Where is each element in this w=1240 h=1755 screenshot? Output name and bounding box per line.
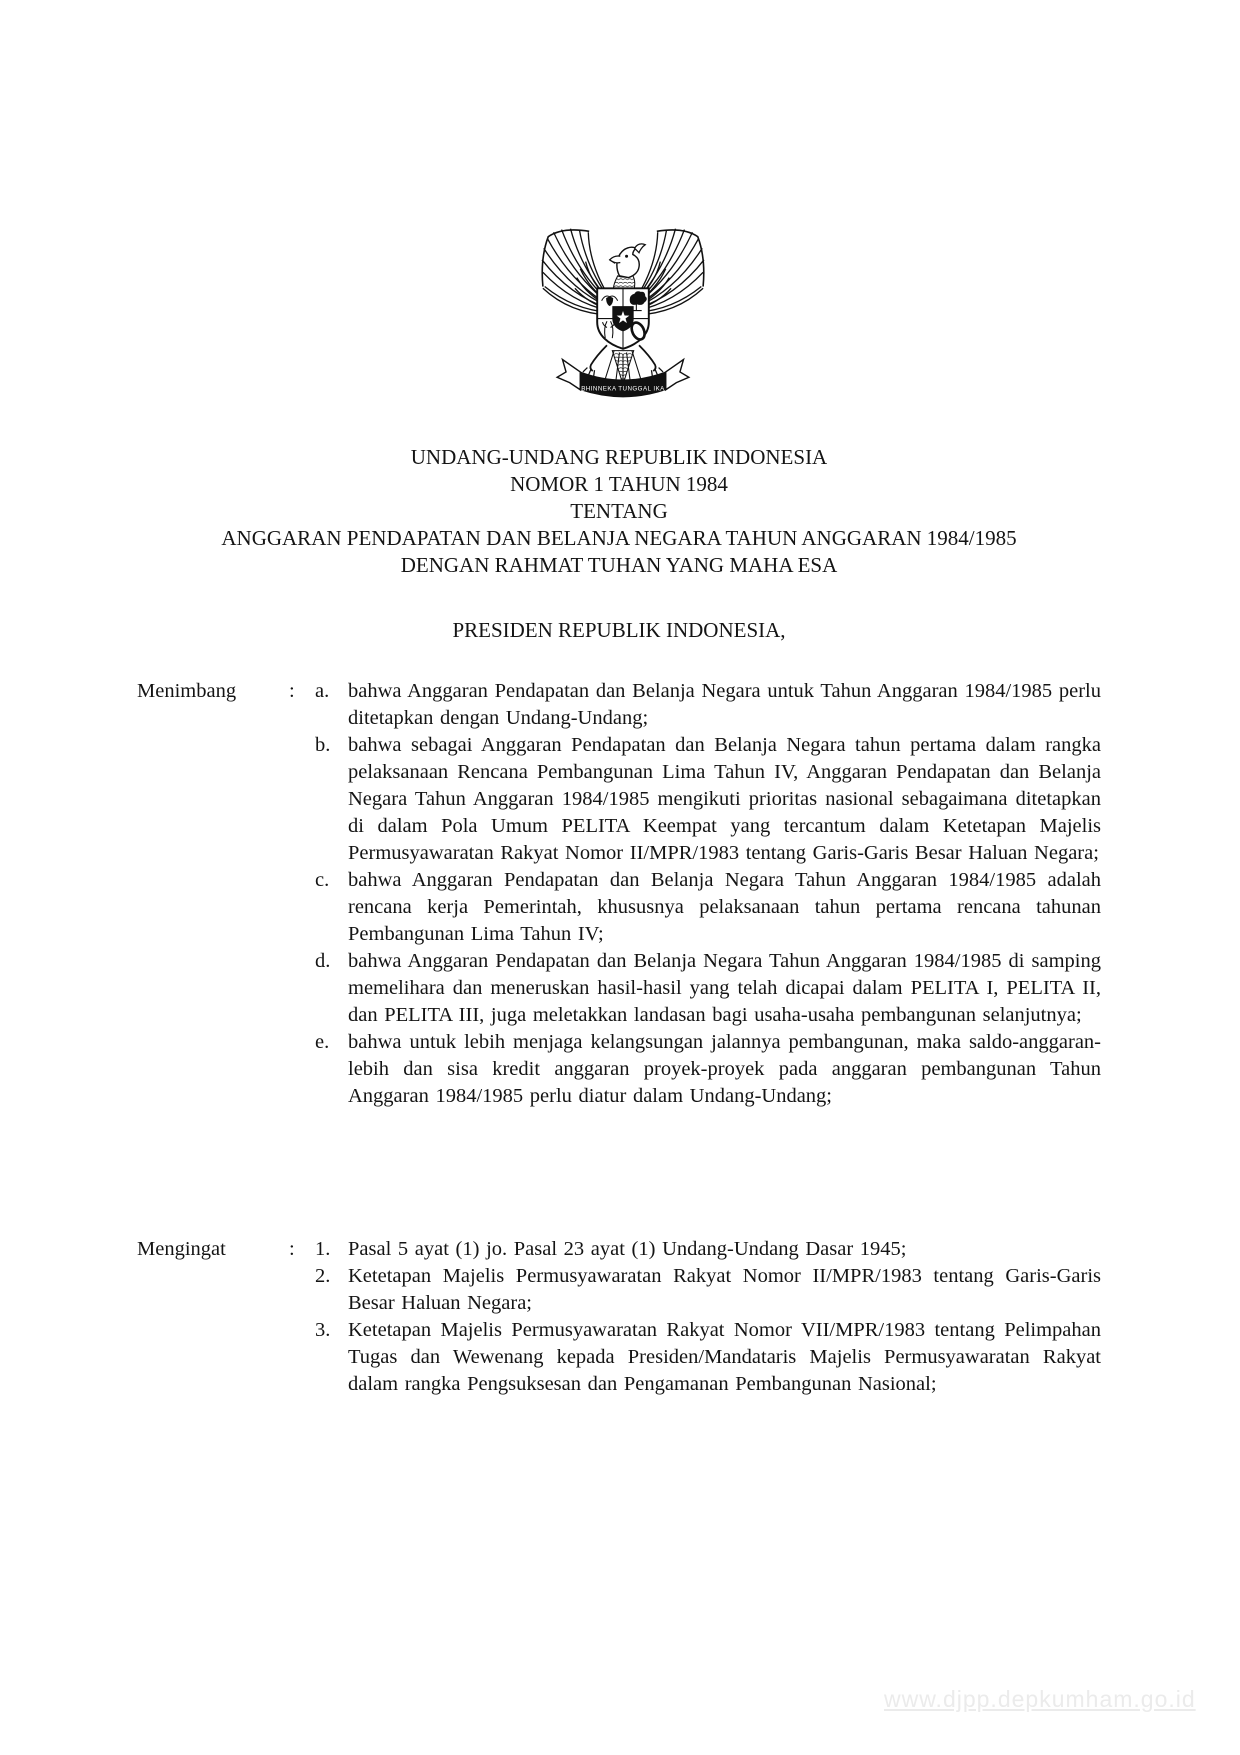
- section-label: Mengingat: [137, 1238, 226, 1260]
- section-label: Menimbang: [137, 680, 237, 702]
- consideration-item-c: [315, 867, 1101, 948]
- watermark-url: www.djpp.depkumham.go.id: [884, 1686, 1196, 1712]
- section-menimbang: [137, 678, 1101, 1110]
- item-text: Ketetapan Majelis Permusyawaratan Rakyat Nomor VII/MPR/1983 tentang Pelimpahan Tugas dan Wewenang kepada Presiden/Mandataris Majelis Permusyawaratan Rakyat dalam rangka Pengsuksesan dan Pengamanan Pembangunan Nasional;: [348, 1319, 1101, 1395]
- legal-basis-item-1: [315, 1236, 1101, 1263]
- item-text: bahwa Anggaran Pendapatan dan Belanja Negara Tahun Anggaran 1984/1985 di samping memelihara dan meneruskan hasil-hasil yang telah dicapai dalam PELITA I, PELITA II, dan PELITA III, juga meletakkan landasan bagi usaha-usaha pembangunan selanjutnya;: [348, 950, 1101, 1026]
- consideration-item-a: [315, 678, 1101, 732]
- item-marker: d.: [315, 950, 331, 972]
- title-line-subject: ANGGARAN PENDAPATAN DAN BELANJA NEGARA TAHUN ANGGARAN 1984/1985: [221, 526, 1017, 550]
- section-mengingat: [137, 1236, 1101, 1398]
- title-line-tentang: TENTANG: [570, 499, 668, 523]
- item-text: bahwa Anggaran Pendapatan dan Belanja Negara Tahun Anggaran 1984/1985 adalah rencana kerja Pemerintah, khususnya pelaksanaan tahun pertama rencana tahunan Pembangunan Lima Tahun IV;: [348, 869, 1101, 945]
- item-text: bahwa untuk lebih menjaga kelangsungan jalannya pembangunan, maka saldo-anggaran-lebih dan sisa kredit anggaran proyek-proyek pada anggaran pembangunan Tahun Anggaran 1984/1985 perlu diatur dalam Undang-Undang;: [348, 1031, 1101, 1107]
- item-marker: 2.: [315, 1265, 331, 1287]
- section-colon: :: [289, 680, 295, 702]
- title-line-grace: DENGAN RAHMAT TUHAN YANG MAHA ESA: [400, 553, 838, 577]
- item-marker: 3.: [315, 1319, 331, 1341]
- section-colon: :: [289, 1238, 295, 1260]
- item-text: bahwa Anggaran Pendapatan dan Belanja Negara untuk Tahun Anggaran 1984/1985 perlu ditetapkan dengan Undang-Undang;: [348, 680, 1101, 729]
- item-text: Pasal 5 ayat (1) jo. Pasal 23 ayat (1) Undang-Undang Dasar 1945;: [348, 1238, 907, 1260]
- consideration-item-d: [315, 948, 1101, 1029]
- preamble-heading: PRESIDEN REPUBLIK INDONESIA,: [452, 618, 786, 642]
- emblem-banner-text: BHINNEKA TUNGGAL IKA: [581, 385, 665, 393]
- garuda-pancasila-emblem: [534, 220, 712, 410]
- item-marker: e.: [315, 1031, 330, 1053]
- legal-basis-item-2: [315, 1263, 1101, 1317]
- item-marker: a.: [315, 680, 330, 702]
- consideration-item-e: [315, 1029, 1101, 1110]
- item-marker: 1.: [315, 1238, 331, 1260]
- item-text: Ketetapan Majelis Permusyawaratan Rakyat Nomor II/MPR/1983 tentang Garis-Garis Besar Haluan Negara;: [348, 1265, 1101, 1314]
- title-line-type: UNDANG-UNDANG REPUBLIK INDONESIA: [410, 445, 828, 469]
- section-items: [315, 678, 1101, 1110]
- section-items: [315, 1236, 1101, 1398]
- item-marker: b.: [315, 734, 331, 756]
- item-text: bahwa sebagai Anggaran Pendapatan dan Belanja Negara tahun pertama dalam rangka pelaksanaan Rencana Pembangunan Lima Tahun IV, Anggaran Pendapatan dan Belanja Negara Tahun Anggaran 1984/1985 mengikuti prioritas nasional sebagaimana ditetapkan di dalam Pola Umum PELITA Keempat yang tercantum dalam Ketetapan Majelis Permusyawaratan Rakyat Nomor II/MPR/1983 tentang Garis-Garis Besar Haluan Negara;: [348, 734, 1101, 864]
- item-marker: c.: [315, 869, 330, 891]
- legal-basis-item-3: [315, 1317, 1101, 1398]
- title-line-number: NOMOR 1 TAHUN 1984: [510, 472, 728, 496]
- document-title: [137, 444, 1101, 579]
- consideration-item-b: [315, 732, 1101, 867]
